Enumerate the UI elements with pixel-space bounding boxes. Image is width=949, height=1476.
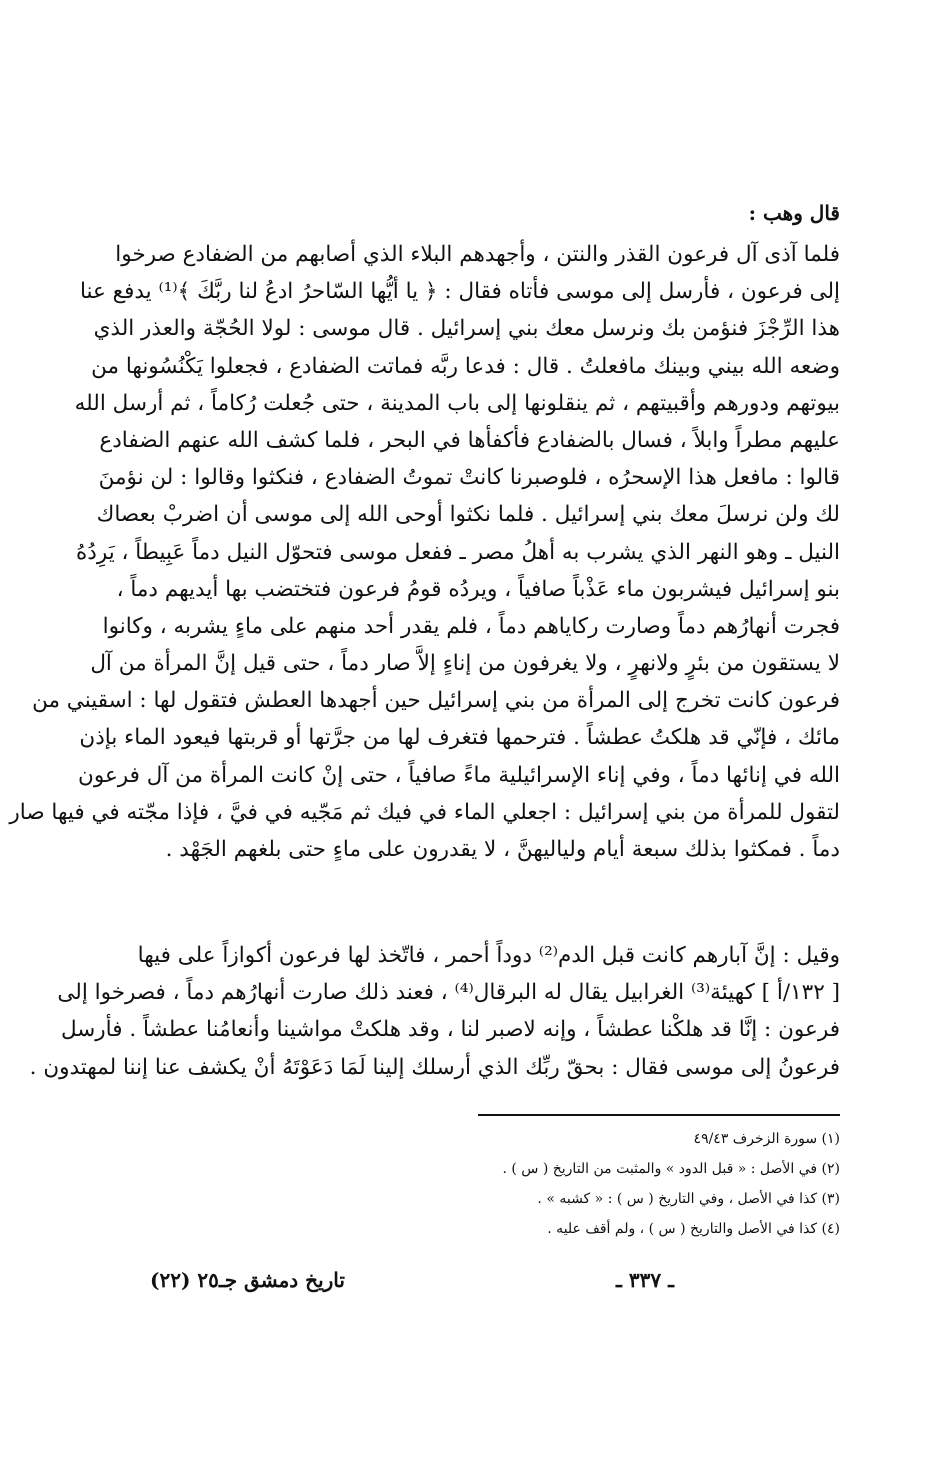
text-line: فرعون كانت تخرج إلى المرأة من بني إسرائيل حين أجهدها العطش فتقول لها : اسقيني من (32, 688, 840, 714)
text-line: الله في إنائها دماً ، وفي إناء الإسرائيلية ماءً صافياً ، حتى إنْ كانت المرأة من آل فرعون (78, 762, 840, 788)
running-title: تاريخ دمشق جـ٢٥ (٢٢) (150, 1268, 345, 1292)
text-line: [ ١٣٢/أ ] كهيئة⁽³⁾ الغرابيل يقال له البرقال⁽⁴⁾ ، فعند ذلك صارت أنهارُهم دماً ، فصرخوا إلى (57, 980, 840, 1006)
text-line: بنو إسرائيل فيشربون ماء عَذْباً صافياً ، ويردُه قومُ فرعون فتختضب بها أيديهم دماً ، (116, 576, 840, 602)
text-line: النيل ـ وهو النهر الذي يشرب به أهلُ مصر ـ ففعل موسى فتحوّل النيل دماً عَبِيطاً ، يَرِدُهُ (76, 539, 840, 565)
footnotes-list (300, 1124, 840, 1244)
page-number: ـ ٣٣٧ ـ (616, 1268, 674, 1292)
text-line: لا يستقون من بئرٍ ولانهرٍ ، ولا يغرفون من إناءٍ إلاَّ صار دماً ، حتى قيل إنَّ المرأة من آل (90, 651, 840, 677)
text-line: لك ولن نرسلَ معك بني إسرائيل . فلما نكثوا أوحى الله إلى موسى أن اضربْ بعصاك (96, 502, 840, 528)
text-line: فجرت أنهارُهم دماً وصارت ركاياهم دماً ، فلم يقدر أحد منهم على ماءٍ يشربه ، وكانوا (102, 613, 840, 639)
text-line: مائك ، فإنّي قد هلكتُ عطشاً . فترحمها فتغرف لها من جرَّتها أو قربتها فيعود الماء بإذن (79, 725, 840, 751)
footnote: (٤) كذا في الأصل والتاريخ ( س ) ، ولم أقف عليه . (547, 1221, 840, 1237)
text-line: بيوتهم ودورهم وأقبيتهم ، ثم ينقلونها إلى باب المدينة ، حتى جُعلت رُكاماً ، ثم أرسل الله (74, 390, 840, 416)
footnote: (١) سورة الزخرف ٤٩/٤٣ (693, 1131, 840, 1147)
paragraph-main (9, 236, 840, 868)
text-line: هذا الرِّجْزَ فنؤمن بك ونرسل معك بني إسرائيل . قال موسى : لولا الحُجّة والعذر الذي (93, 316, 840, 342)
paragraph-second (29, 937, 840, 1086)
text-line: إلى فرعون ، فأرسل إلى موسى فأتاه فقال : ﴿ يا أيُّها السّاحرُ ادعُ لنا ربَّكَ ﴾⁽¹⁾ يدفع عنا (79, 279, 840, 305)
text-line: وضعه الله بيني وبينك مافعلتُ . قال : فدعا ربَّه فماتت الضفادع ، فجعلوا يَكْنُسُونها من (91, 353, 840, 379)
footnote: (٢) في الأصل : « قبل الدود » والمثبت من التاريخ ( س ) . (502, 1161, 840, 1177)
text-line: عليهم مطراً وابلاً ، فسال بالضفادع فأكفأها في البحر ، فلما كشف الله عنهم الضفادع (99, 427, 840, 453)
text-line: لتقول للمرأة من بني إسرائيل : اجعلي الماء في فيك ثم مَجّيه في فيَّ ، فإذا مجّته في فيها صار (9, 799, 840, 825)
text-line: فرعون : إنَّا قد هلكْنا عطشاً ، وإنه لاصبر لنا ، وقد هلكتْ مواشينا وأنعامُنا عطشاً . فأرسل (60, 1017, 840, 1043)
footnote-divider (478, 1114, 840, 1116)
text-line: وقيل : إنَّ آبارهم كانت قبل الدم⁽²⁾ دوداً أحمر ، فاتّخذ لها فرعون أكوازاً على فيها (137, 943, 840, 968)
section-heading: قال وهب : (748, 201, 840, 225)
text-line: دماً . فمكثوا بذلك سبعة أيام ولياليهنَّ ، لا يقدرون على ماءٍ حتى بلغهم الجَهْد . (165, 837, 840, 862)
text-line: قالوا : مافعل هذا الإسحرُه ، فلوصبرنا كانتْ تموتُ الضفادع ، فنكثوا وقالوا : لن نؤمنَ (98, 465, 840, 491)
text-line: فرعونُ إلى موسى فقال : بحقّ ربِّك الذي أرسلك إلينا لَمَا دَعَوْتَهُ أنْ يكشف عنا إننا لمهتدون . (29, 1054, 840, 1080)
text-line: فلما آذى آل فرعون القذر والنتن ، وأجهدهم البلاء الذي أصابهم من الضفادع صرخوا (115, 242, 840, 267)
page-footer (150, 1262, 840, 1298)
footnote: (٣) كذا في الأصل ، وفي التاريخ ( س ) : « كشبه » . (537, 1191, 840, 1207)
